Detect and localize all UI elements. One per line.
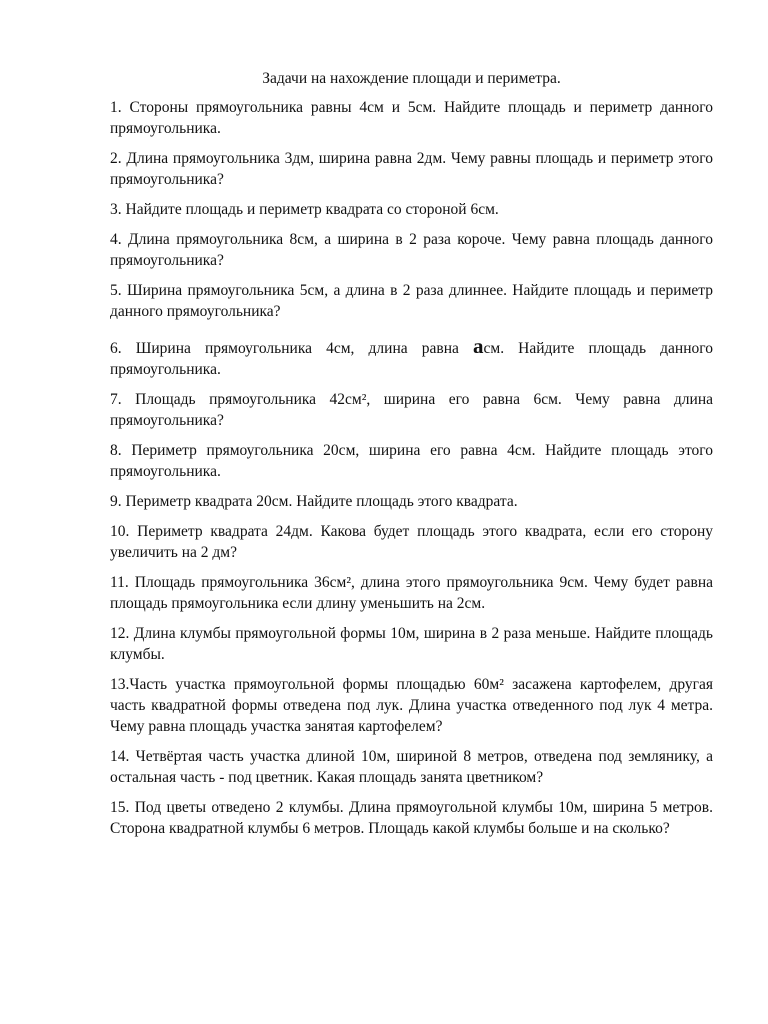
task-2: 2. Длина прямоугольника 3дм, ширина равна 2дм. Чему равны площадь и периметр этого прямоугольника? <box>110 150 713 188</box>
task-15: 15. Под цветы отведено 2 клумбы. Длина прямоугольной клумбы 10м, ширина 5 метров. Сторона квадратной клумбы 6 метров. Площадь какой клумбы больше и на сколько? <box>110 799 713 837</box>
task-9: 9. Периметр квадрата 20см. Найдите площадь этого квадрата. <box>110 493 518 510</box>
task-6-text-after: см. Найдите площадь данного прямоугольника. <box>110 340 713 378</box>
task-5: 5. Ширина прямоугольника 5см, а длина в 2 раза длиннее. Найдите площадь и периметр данного прямоугольника? <box>110 282 713 320</box>
task-14: 14. Четвёртая часть участка длиной 10м, шириной 8 метров, отведена под землянику, а остальная часть - под цветник. Какая площадь занята цветником? <box>110 748 713 786</box>
task-7: 7. Площадь прямоугольника 42см², ширина его равна 6см. Чему равна длина прямоугольника? <box>110 391 713 429</box>
task-3: 3. Найдите площадь и периметр квадрата со стороной 6см. <box>110 201 499 218</box>
task-13: 13.Часть участка прямоугольной формы площадью 60м² засажена картофелем, другая часть квадратной формы отведена под лук. Длина участка отведенного под лук 4 метра. Чему равна площадь участка занятая картофелем? <box>110 676 713 735</box>
task-12: 12. Длина клумбы прямоугольной формы 10м, ширина в 2 раза меньше. Найдите площадь клумбы. <box>110 625 713 663</box>
document-page <box>110 68 713 848</box>
task-4: 4. Длина прямоугольника 8см, а ширина в 2 раза короче. Чему равна площадь данного прямоугольника? <box>110 231 713 269</box>
task-11: 11. Площадь прямоугольника 36см², длина этого прямоугольника 9см. Чему будет равна площадь прямоугольника если длину уменьшить на 2см. <box>110 574 713 612</box>
task-8: 8. Периметр прямоугольника 20см, ширина его равна 4см. Найдите площадь этого прямоугольника. <box>110 442 713 480</box>
task-6-variable: a <box>473 334 484 358</box>
task-6-text-before: 6. Ширина прямоугольника 4см, длина равна <box>110 340 473 357</box>
task-1: 1. Стороны прямоугольника равны 4см и 5см. Найдите площадь и периметр данного прямоугольника. <box>110 99 713 137</box>
document-title: Задачи на нахождение площади и периметра. <box>262 70 561 87</box>
task-10: 10. Периметр квадрата 24дм. Какова будет площадь этого квадрата, если его сторону увеличить на 2 дм? <box>110 523 713 561</box>
task-6 <box>110 336 713 380</box>
